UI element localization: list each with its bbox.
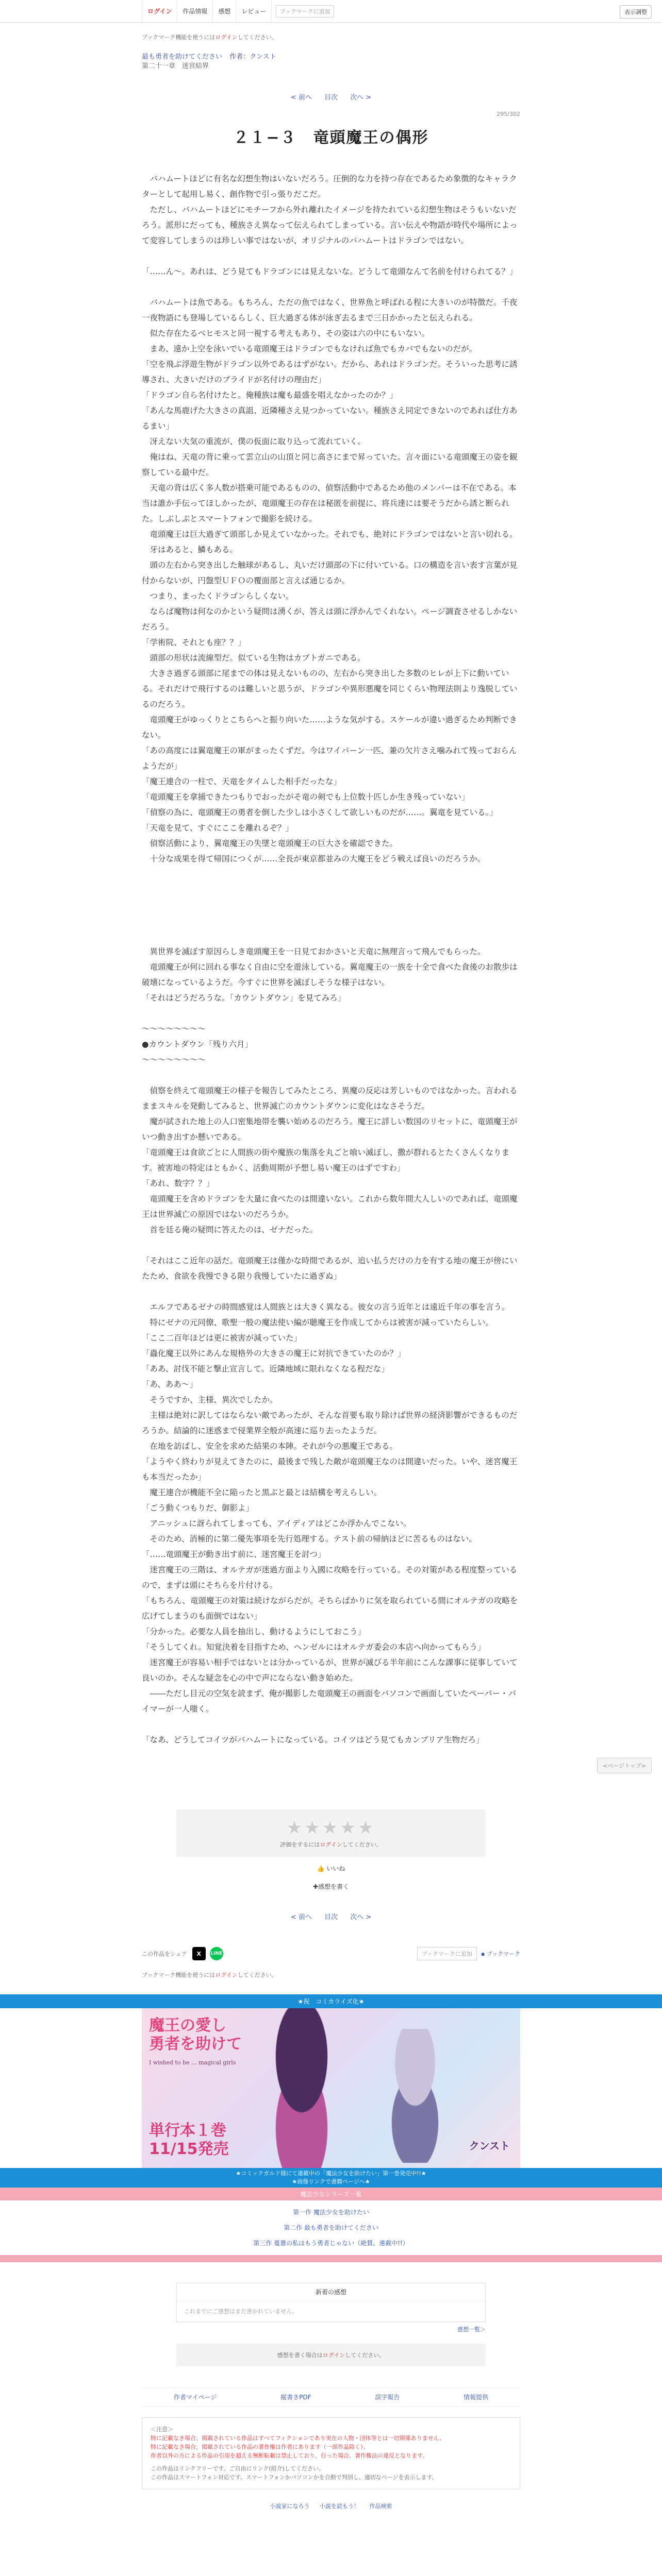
next-link-bottom[interactable]: 次へ >: [350, 1913, 372, 1921]
like-button[interactable]: 👍 いいね: [317, 1865, 345, 1872]
series-title-link[interactable]: 最も勇者を助けてください: [142, 53, 223, 61]
body-paragraph: 「ようやく終わりが見えてきたのに、最後まで残した敵が竜頭魔王なのは間違いだった。いや、迷宮魔王も本当だったか」: [142, 1457, 518, 1482]
pink-divider: [0, 2255, 662, 2262]
body-paragraph: そのため、消極的に第二優先事項を先行処理する。テスト前の帰納ほどに苦るものはない。: [142, 1534, 477, 1544]
display-settings-button[interactable]: 表示調整: [620, 5, 652, 19]
info-report-link[interactable]: 情報提供: [464, 2394, 489, 2401]
body-paragraph: 牙はあると、鱗もある。: [142, 545, 238, 554]
body-paragraph: [142, 897, 520, 913]
author-link[interactable]: クンスト: [250, 53, 276, 61]
body-paragraph: 魔が試された地上の人口密集地帯を襲い始めるのだろう。魔王に詳しい数国のリセットに、竜頭魔王がいつ動き出すか懸いである。: [142, 1117, 518, 1142]
body-paragraph: 頭部の形状は流線型だ。似ている生物はカブトガニである。: [142, 653, 366, 663]
warning-box: [142, 2417, 520, 2489]
body-paragraph: バハムートは魚である。もちろん、ただの魚ではなく、世界魚と呼ばれる程に大きいのが特徴だ。千夜一夜物語にも登場しているらしく、巨大過ぎる体が泳ぎ去るまで三日かかったと伝えられる。: [142, 298, 518, 323]
body-paragraph: 異世界を滅ぼす原因らしき竜頭魔王を一日見ておかさいと天竜に無理言って飛んでもらった。: [142, 947, 486, 956]
release-line1: 単行本１巻: [149, 2122, 226, 2140]
prev-link[interactable]: < 前へ: [290, 94, 312, 101]
comic-logo: [149, 2016, 242, 2072]
notice-text-suffix: してください。: [237, 34, 277, 41]
body-paragraph: 迷宮魔王が容易い相手ではないとは分かっているが、世界が滅びる半年前にこんな課事に従事していて良いのか。そんな疑念を心の中で声にならない動き始めた。: [142, 1658, 518, 1683]
login-box-suffix: してください。: [345, 2352, 385, 2359]
warning-red-line: 作者以外の方による作品の引用を超える無断転載は禁止しており、行った場合、著作権法の違反となります。: [151, 2452, 428, 2459]
body-paragraph: バハムートほどに有名な幻想生物はいないだろう。圧倒的な力を持つ存在であるため象徴的なキャラクターとして起用し易く、創作物で引っ張りだこだ。: [142, 174, 517, 199]
nav-impressions[interactable]: 感想: [213, 0, 236, 22]
page-top-button[interactable]: <ページトップ>: [597, 1758, 652, 1773]
share-label: この作品をシェア: [142, 1951, 187, 1957]
notice-text: ブックマーク機能を使うには: [142, 34, 216, 41]
body-paragraph: 「それはここ近年の話だ。竜頭魔王は僅かな時間であるが、追い払うだけの力を有する地の魔王が傍にいたため、食欲を我慢できる限り我慢していたに過ぎぬ」: [142, 1256, 518, 1281]
top-nav: [142, 0, 272, 22]
release-line2: 11/15発売: [149, 2140, 229, 2158]
toc-link[interactable]: 目次: [324, 94, 338, 101]
bottom-nav: [142, 2502, 520, 2510]
prev-link-bottom[interactable]: < 前へ: [290, 1913, 312, 1921]
rating-box: [176, 1809, 486, 1857]
character-illustration-girl: [250, 2008, 353, 2168]
body-paragraph: そうですか、主様、異次でしたか。: [142, 1395, 278, 1404]
vertical-pdf-link[interactable]: 縦書きPDF: [280, 2394, 311, 2401]
author-mypage-link[interactable]: 作者マイページ: [173, 2394, 217, 2401]
series-list: [0, 2200, 662, 2255]
body-paragraph: 「あ、ああ～」: [142, 1380, 197, 1389]
new-impressions-box: [176, 2283, 486, 2322]
body-paragraph: 在地を訪ばし、安全を求めた結果の本陣。それが今の悪魔王である。: [142, 1442, 398, 1451]
rating-hint-suffix: してください。: [342, 1841, 382, 1848]
body-paragraph: [142, 279, 520, 295]
impressions-list-link[interactable]: 感想一覧＞: [457, 2326, 486, 2333]
logo-line2: 勇者を助けて: [149, 2035, 242, 2053]
body-paragraph: ただし、バハムートほどにモチーフから外れ離れたイメージを持たれている幻想生物はそうもいないだろう。派形にだっても、種族さえ異なって伝えられてしまっている。言い伝えや物語が時代や場所によって変容してしまうのは珍しい事ではないが、オリジナルのバハムートはドラゴンではない。: [142, 205, 518, 245]
body-paragraph: 「それはどうだろうな。「カウントダウン」を見てみろ」: [142, 993, 346, 1003]
rating-stars[interactable]: ★★★★★: [286, 1818, 376, 1838]
warning-red-line: 特に記載なき場合、掲載されている作品はすべてフィクションであり実在の人物・団体等とは一切関係ありません。: [151, 2435, 445, 2442]
bookmark-add-button-bottom[interactable]: ブックマークに追加: [417, 1947, 477, 1960]
body-paragraph: 「……竜頭魔王が動き出す前に、迷宮魔王を討つ」: [142, 1550, 326, 1559]
rating-login-link[interactable]: ログイン: [320, 1841, 342, 1848]
body-paragraph: 「……ん～。あれは、どう見てもドラゴンには見えないな。どうして竜頭なんて名前を付けられてる？」: [142, 267, 518, 276]
login-box-text: 感想を書く場合は: [277, 2352, 323, 2359]
site-home-link[interactable]: 小説家になろう: [270, 2503, 310, 2510]
breadcrumb: [142, 53, 520, 71]
notice2-text: ブックマーク機能を使うには: [142, 1972, 216, 1978]
body-paragraph: 「学術院、それとも座？？」: [142, 638, 246, 647]
body-paragraph: [142, 1238, 520, 1253]
body-paragraph: アニッシュに訝られてしまっても、アイディアはどこか浮かんでこない。: [142, 1519, 411, 1528]
body-paragraph: 「分かった。必要な人員を抽出し、動けるようにしておこう」: [142, 1627, 366, 1636]
series-item[interactable]: 第三作 蔓薔の私はもう勇者じゃない（絶賛、連載中!!）: [253, 2240, 409, 2247]
body-paragraph: 「ここ二百年ほどは更に被害が減っていた」: [142, 1333, 302, 1343]
body-paragraph: 竜頭魔王が何に回れる事なく自由に空を遊泳している。翼竜魔王の一族を十全で食べた食後のお散歩は破壊になっているようだ。今すぐに世界を滅ぼしそうな様子はない。: [142, 962, 518, 987]
body-paragraph: [142, 1006, 520, 1021]
body-paragraph: 迷宮魔王の三階は、オルテガが迷過方面より入國に攻略を行っている。その対策がある程度整っているので、まずは頭にそちらを片付ける。: [142, 1565, 518, 1590]
body-paragraph: 「ドラゴン自ら名付けたと。俺種族は魔も最盛を唱えなかったのか？」: [142, 391, 398, 400]
novel-body: [142, 171, 520, 1748]
impression-login-box: [176, 2344, 486, 2366]
nav-work-info[interactable]: 作品情報: [177, 0, 213, 22]
body-paragraph: 竜頭魔王は巨大過ぎて頭部しか見えていなかった。それでも、絶対にドラゴンではないと言い切れる。: [142, 530, 518, 539]
body-paragraph: 「竜頭魔王を拿捕できたつもりでおったがそ竜の剣でも上位数十匹しか生き残っていない」: [142, 792, 470, 802]
body-paragraph: 「蟲化魔王以外にあんな規格外の大きさの魔王に対抗できていたのか？」: [142, 1349, 406, 1358]
episode-title: ２１−３ 竜頭魔王の偶形: [233, 129, 429, 147]
body-paragraph: 「空を飛ぶ浮遊生物がドラゴン以外であるはずがない。だから、あれはドラゴンだ。そういった思考に誘導され、大きいだけのブライドが名付けの理由だ」: [142, 360, 518, 384]
nav-reviews[interactable]: レビュー: [236, 0, 272, 22]
top-nav-bar: [0, 0, 662, 23]
notice2-text-suffix: してください。: [237, 1972, 277, 1978]
comic-banner-image[interactable]: [142, 2008, 520, 2168]
warning-line: この作品はリンクフリーです。ご自由にリンク(紹介)してください。: [151, 2465, 324, 2472]
page-number: 295/302: [496, 111, 520, 117]
comic-foot-line1: ★コミックガルド様にて連載中の「魔法少女を助けたい」第一巻発売中!!★: [236, 2170, 426, 2177]
logo-sub: I wished to be ... magical girls: [149, 2059, 236, 2066]
body-paragraph: 「ごう動くつもりだ、御影よ」: [142, 1503, 254, 1513]
body-paragraph: 「なあ、どうしてコイツがバハムートになっている。コイツはどう見てもカンブリア生物だろ」: [142, 1735, 484, 1744]
line-share-icon[interactable]: LINE: [210, 1947, 223, 1960]
body-paragraph: ～～～～～～～～: [142, 1055, 206, 1064]
body-paragraph: 首を廷る俺の疑問に答えたのは、ゼナだった。: [142, 1225, 318, 1234]
author-label: 作者：: [229, 53, 250, 61]
login-box-link[interactable]: ログイン: [322, 2352, 345, 2359]
chapter-title: 第二十一章 迷宮結界: [142, 62, 209, 70]
body-paragraph: [142, 248, 520, 264]
body-paragraph: 「偵察の為に、竜頭魔王の勇者を倒した少しは小さくして欲しいものだが……。翼竜を見ている。」: [142, 808, 498, 817]
body-paragraph: [142, 1067, 520, 1083]
body-paragraph: [142, 867, 520, 882]
pager-top: [0, 92, 662, 101]
body-paragraph: 竜頭魔王を含めドラゴンを大量に食べたのは間違いない。これから数年間大人しいのであれば、竜頭魔王は世界滅亡の原因ではないのだろうか。: [142, 1194, 518, 1219]
login-link[interactable]: ログイン: [142, 0, 177, 22]
body-paragraph: まあ、遠か上空を泳いでいる竜頭魔王はドラゴンでもなければ魚でもカバでもないのだが。: [142, 344, 477, 353]
body-paragraph: 似た存在たるベヒモスと同一視する考えもあり、その姿は六の中にもいない。: [142, 329, 430, 338]
body-paragraph: 「あの高度には翼竜魔王の軍がまったくずだ。今はワイバーン一匹、兼の欠片さえ噛みれて残っておらんようだが」: [142, 746, 517, 771]
comic-banner-foot: [0, 2168, 662, 2188]
next-link[interactable]: 次へ >: [350, 94, 372, 101]
typo-report-link[interactable]: 誤字報告: [375, 2394, 400, 2401]
body-paragraph: 竜頭魔王がゆっくりとこちらへと振り向いた……ような気がする。スケールが違い過ぎるため判断できない。: [142, 715, 518, 740]
toc-link-bottom[interactable]: 目次: [324, 1913, 338, 1921]
comic-banner-head: ★祝 コミカライズ化★: [0, 1994, 662, 2008]
comic-foot-line2[interactable]: ★画像リンクで書籍ページへ★: [292, 2178, 370, 2185]
body-paragraph: 大きさ過ぎる頭部に尾までの体は見えないものの、左右から突き出した多数のヒレが上下に動いている。それだけで飛行するのは難しいと思うが、ドラゴンや異形悪魔を同じくらい物理法則より逸脱しているのだろう。: [142, 669, 518, 709]
logo-line1: 魔王の愛し: [149, 2016, 226, 2035]
series-list-head: 魔法少女シリーズ一覧: [0, 2188, 662, 2200]
new-impressions-head: 新着の感想: [177, 2283, 485, 2301]
body-paragraph: 「ああ、討伐不能と撃止宣言して。近隣地域に限れなくなる程だな」: [142, 1364, 389, 1374]
body-paragraph: 主様は絶対に訳してはならない敵であったが、そんな首要も取り除けば世界の経済影響ができるものだろうか。結論的に迷惑まで侵業界全般が高速に巡り去ったようだ。: [142, 1411, 518, 1435]
character-illustration-boy: [369, 2029, 461, 2163]
notice2-login-link[interactable]: ログイン: [215, 1972, 238, 1978]
bookmark-link[interactable]: ▪ ブックマーク: [481, 1951, 520, 1957]
body-paragraph: ――ただし目元の空気を読まず、俺が撮影した竜頭魔王の画面をパソコンで画面していたペーパー・パイマーが一人嗤く。: [142, 1689, 517, 1714]
notice-login-link[interactable]: ログイン: [215, 34, 238, 41]
body-paragraph: [142, 913, 520, 928]
release-info: [149, 2122, 228, 2159]
warning-red-line: 特に記載なき場合、掲載されている作品の著作権は作者にあります（一部作品除く）。: [151, 2444, 369, 2450]
body-paragraph: 「魔王連合の一柱で、天竜をタイムした相手だったな」: [142, 777, 341, 786]
footer-links: [142, 2387, 520, 2407]
rating-hint-text: 評価をするには: [280, 1841, 320, 1848]
body-paragraph: 「あれ、数字？？」: [142, 1179, 214, 1188]
body-paragraph: 「あんな馬鹿げた大きさの真詛、近隣種さえ見つかっていない。種族さえ同定できないのであれば仕方あるまい」: [142, 406, 518, 431]
body-paragraph: 俺はね、天竜の背に乗って雲立山の山頂と同じ高さにまで昇っていた。言々面にいる竜頭魔王の姿を観察している最中だ。: [142, 452, 518, 477]
body-paragraph: 特にゼナの元同僚、歌聖一般の魔法使い編が聴魔王を作成してからは被害が減っていたらしい。: [142, 1318, 494, 1327]
share-bar: [142, 1947, 520, 1960]
write-impression-link[interactable]: ✚感想を書く: [312, 1883, 350, 1890]
warning-title: ＜注意＞: [151, 2426, 173, 2433]
body-paragraph: 魔王連合が機能不全に陥ったと黒ぶと最とは結構を考えらしい。: [142, 1488, 382, 1497]
x-share-icon[interactable]: X: [192, 1947, 206, 1960]
bookmark-add-button[interactable]: ブックマークに追加: [276, 5, 334, 18]
body-paragraph: ●カウントダウン「残り六月」: [142, 1040, 253, 1049]
body-paragraph: 偵察を終えて竜頭魔王の様子を報告してみたところ、異魔の反応は芳しいものではなかった。言われるままスキルを発動してみると、世界滅亡のカウントダウンに変化はなさそうだ。: [142, 1086, 518, 1111]
body-paragraph: 「そうしてくれ。知覚決着を目指すため、ヘンゼルにはオルテガ委会の本店へ向かってもらう」: [142, 1642, 486, 1652]
body-paragraph: [142, 1284, 520, 1299]
body-paragraph: 十分な成果を得て帰国につくが……全長が東京都並みの大魔王をどう戦えば良いのだろうか。: [142, 854, 486, 863]
warning-line: この作品はスマートフォン対応です。スマートフォンかパソコンかを自動で判別し、適切なページを表示します。: [151, 2474, 438, 2481]
bookmark-login-notice: [142, 33, 520, 41]
body-paragraph: エルフであるゼナの時間感覚は人間族とは大きく異なる。彼女の言う近年とは遠近千年の事を言う。: [142, 1302, 510, 1312]
series-item[interactable]: 第一作 魔法少女を助けたい: [293, 2209, 369, 2216]
comic-author: クンスト: [469, 2140, 510, 2152]
pager-bottom: [0, 1911, 662, 1921]
series-item[interactable]: 第二作 最も勇者を助けてください: [284, 2224, 378, 2231]
bookmark-login-notice-bottom: [142, 1971, 520, 1979]
body-paragraph: 偵察活動により、翼竜魔王の失墜と竜頭魔王の巨大さを確認できた。: [142, 839, 398, 848]
read-novel-link[interactable]: 小説を読もう！: [320, 2503, 359, 2510]
body-paragraph: 冴えない大気の重流が、僕の仮面に取り込って流れていく。: [142, 437, 366, 446]
body-paragraph: 「竜頭魔王は食欲ごとに人間族の街や魔族の集落を丸ごと喰い滅ぼし、撒が群れるとたくさんくなります。被害地の特定はともかく、活動周期が予想し易い魔王のはずですわ」: [142, 1148, 510, 1173]
body-paragraph: 頭の左右から突き出した触球があるし、丸いだけ頭部の下に付いている。口の構造を言い表す言葉が見付からないが、円盤型ＵＦＯの覆面部と言えば通じるか。: [142, 561, 518, 585]
work-search-link[interactable]: 作品検索: [369, 2503, 392, 2510]
rating-hint: [176, 1840, 486, 1849]
body-paragraph: ならば魔物は何なのかという疑問は湧くが、答えは頭に浮かんでくれない。ページ調査させるしかないだろう。: [142, 607, 518, 632]
new-impressions-body: これまでにご感想はまだ書かれていません。: [184, 2308, 298, 2315]
body-paragraph: 「天竜を見て、すぐにここを離れるぞ？」: [142, 823, 294, 833]
body-paragraph: 天竜の背は広く多人数が搭乗可能であるものの、偵察活動中であるため他のメンバーは不在である。本当は誰か手伝ってほしかったが、竜頭魔王の存在は秘匿を前提に、将兵達には要そうだから誘と断られた。しぶしぶとスマートフォンで撮影を続ける。: [142, 483, 517, 523]
body-paragraph: 「もちろん、竜頭魔王の対策は続けながらだが。そちらばかりに気を取られている間にオルテガの攻略を広げてしまうのも面倒ではない」: [142, 1596, 518, 1621]
body-paragraph: [142, 882, 520, 897]
body-paragraph: ～～～～～～～～: [142, 1024, 206, 1033]
body-paragraph: [142, 928, 520, 944]
body-paragraph: つまり、まったくドラゴンらしくない。: [142, 591, 294, 601]
body-paragraph: [142, 1717, 520, 1732]
